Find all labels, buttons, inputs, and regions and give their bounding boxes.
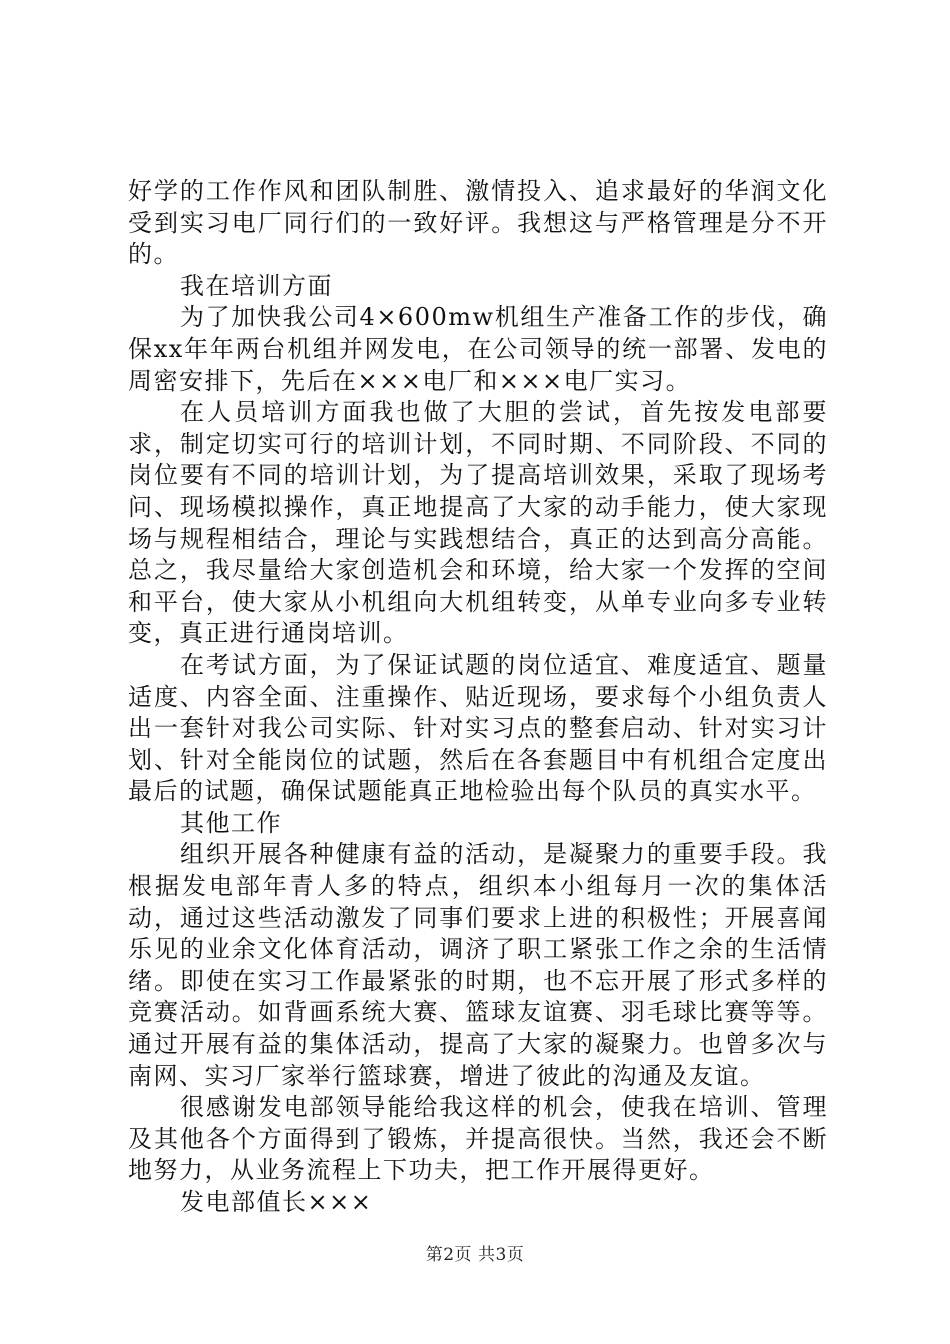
section-heading-other-work: 其他工作 (180, 808, 282, 837)
section-heading-training: 我在培训方面 (180, 271, 333, 300)
paragraph-training-intro: 为了加快我公司4×600mw机组生产准备工作的步伐，确保xx年年两台机组并网发电，在公司领导的统一部署、发电的周密安排下，先后在×××电厂和×××电厂实习。 (128, 303, 828, 395)
paragraph-continuation: 好学的工作作风和团队制胜、激情投入、追求最好的华润文化受到实习电厂同行们的一致好评。我想这与严格管理是分不开的。 (128, 177, 828, 269)
document-body (128, 176, 828, 1219)
paragraph-activities: 组织开展各种健康有益的活动，是凝聚力的重要手段。我根据发电部年青人多的特点，组织本小组每月一次的集体活动，通过这些活动激发了同事们要求上进的积极性；开展喜闻乐见的业余文化体育活动，调济了职工紧张工作之余的生活情绪。即使在实习工作最紧张的时期，也不忘开展了形式多样的竞赛活动。如背画系统大赛、篮球友谊赛、羽毛球比赛等等。通过开展有益的集体活动，提高了大家的凝聚力。也曾多次与南网、实习厂家举行篮球赛，增进了彼此的沟通及友谊。 (128, 840, 828, 1090)
page-number-footer: 第2页 共3页 (425, 1245, 525, 1265)
paragraph-thanks: 很感谢发电部领导能给我这样的机会，使我在培训、管理及其他各个方面得到了锻炼，并提高很快。当然，我还会不断地努力，从业务流程上下功夫，把工作开展得更好。 (128, 1093, 828, 1185)
paragraph-personnel-training: 在人员培训方面我也做了大胆的尝试，首先按发电部要求，制定切实可行的培训计划，不同时期、不同阶段、不同的岗位要有不同的培训计划，为了提高培训效果，采取了现场考问、现场模拟操作，真正地提高了大家的动手能力，使大家现场与规程相结合，理论与实践想结合，真正的达到高分高能。总之，我尽量给大家创造机会和环境，给大家一个发挥的空间和平台，使大家从小机组向大机组转变，从单专业向多专业转变，真正进行通岗培训。 (128, 398, 828, 648)
signature-line: 发电部值长××× (180, 1188, 373, 1216)
paragraph-exams: 在考试方面，为了保证试题的岗位适宜、难度适宜、题量适度、内容全面、注重操作、贴近现场，要求每个小组负责人出一套针对我公司实际、针对实习点的整套启动、针对实习计划、针对全能岗位的试题，然后在各套题目中有机组合定度出最后的试题，确保试题能真正地检验出每个队员的真实水平。 (128, 650, 828, 806)
